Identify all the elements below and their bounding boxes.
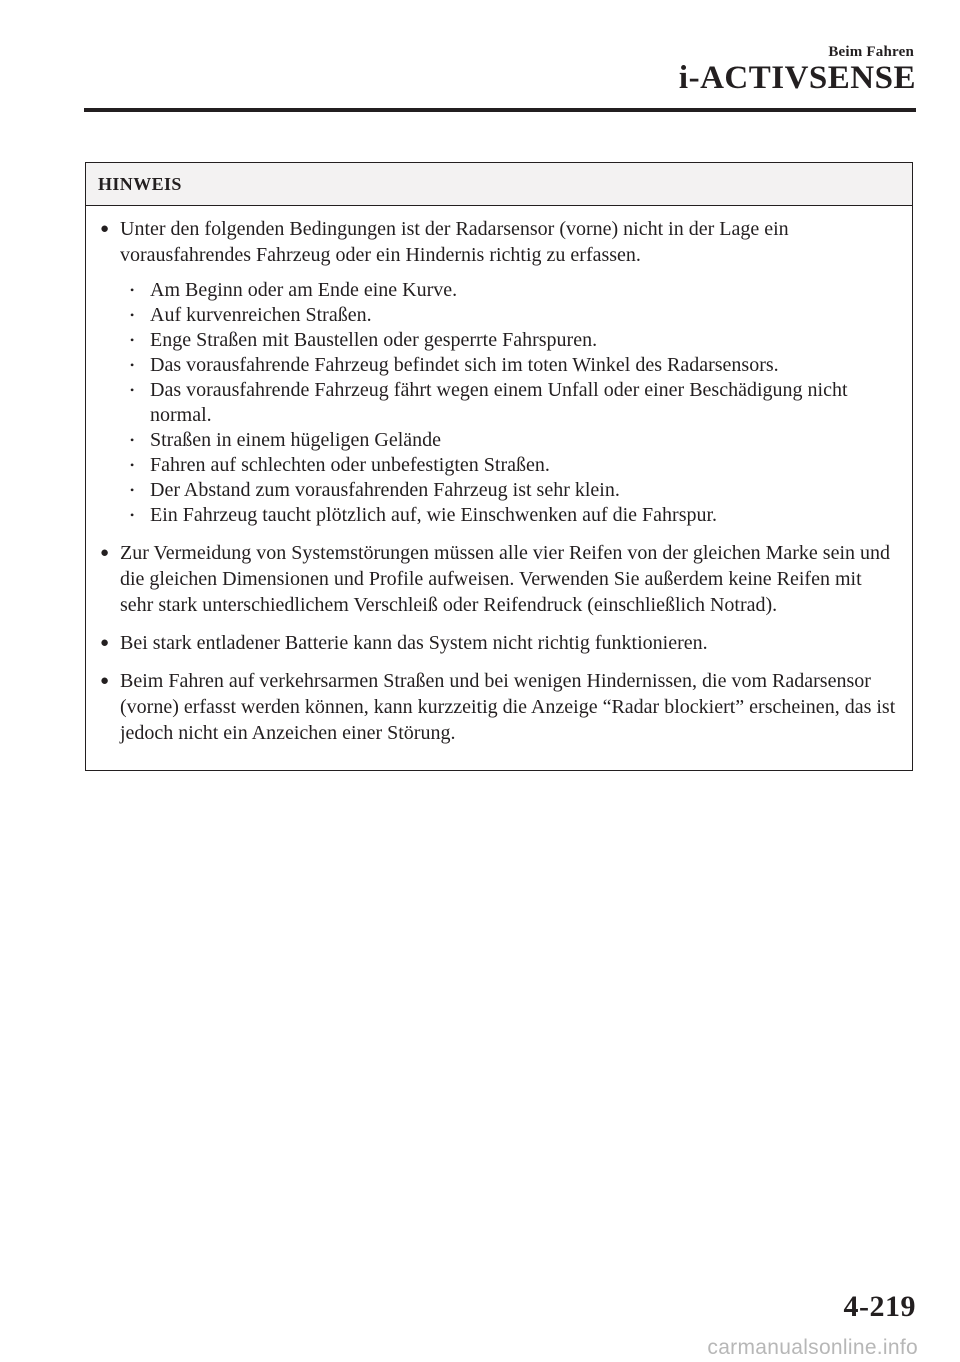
condition-text: Straßen in einem hügeligen Gelände <box>150 429 442 451</box>
condition-item <box>120 303 898 328</box>
note-box <box>85 162 913 771</box>
condition-list <box>120 278 898 528</box>
condition-text: Das vorausfahrende Fahrzeug befindet sich im toten Winkel des Radarsensors. <box>150 354 779 376</box>
bullet-icon: ● <box>100 673 110 689</box>
sub-bullet-icon: • <box>130 508 135 522</box>
sub-bullet-icon: • <box>130 433 135 447</box>
section-label: Beim Fahren <box>828 44 914 60</box>
note-item <box>98 630 898 656</box>
bullet-icon: ● <box>100 545 110 561</box>
sub-bullet-icon: • <box>130 383 135 397</box>
condition-text: Das vorausfahrende Fahrzeug fährt wegen einem Unfall oder einer Beschädigung nicht normal. <box>150 379 848 426</box>
note-item-text: Unter den folgenden Bedingungen ist der Radarsensor (vorne) nicht in der Lage ein vorausfahrendes Fahrzeug oder ein Hindernis richtig zu erfassen. <box>120 218 789 266</box>
condition-item <box>120 478 898 503</box>
bullet-icon: ● <box>100 635 110 651</box>
condition-text: Enge Straßen mit Baustellen oder gesperrte Fahrspuren. <box>150 329 598 351</box>
condition-item <box>120 353 898 378</box>
note-item <box>98 216 898 528</box>
sub-bullet-icon: • <box>130 358 135 372</box>
header-divider <box>84 108 916 112</box>
watermark: carmanualsonline.info <box>707 1336 918 1359</box>
sub-bullet-icon: • <box>130 283 135 297</box>
condition-text: Auf kurvenreichen Straßen. <box>150 304 372 326</box>
condition-item <box>120 453 898 478</box>
condition-item <box>120 503 898 528</box>
note-item-text: Zur Vermeidung von Systemstörungen müssen alle vier Reifen von der gleichen Marke sein und die gleichen Dimensionen und Profile aufweisen. Verwenden Sie außerdem keine Reifen mit sehr stark unterschiedlichem Verschleiß oder Reifendruck (einschließlich Notrad). <box>120 542 891 616</box>
sub-bullet-icon: • <box>130 308 135 322</box>
note-body <box>86 206 912 746</box>
page-number: 4-219 <box>843 1290 916 1323</box>
condition-text: Der Abstand zum vorausfahrenden Fahrzeug ist sehr klein. <box>150 479 620 501</box>
condition-text: Fahren auf schlechten oder unbefestigten Straßen. <box>150 454 550 476</box>
condition-text: Am Beginn oder am Ende eine Kurve. <box>150 279 458 301</box>
condition-item <box>120 428 898 453</box>
condition-text: Ein Fahrzeug taucht plötzlich auf, wie Einschwenken auf die Fahrspur. <box>150 504 718 526</box>
condition-item <box>120 378 898 428</box>
note-item-text: Beim Fahren auf verkehrsarmen Straßen und bei wenigen Hindernissen, die vom Radarsensor (vorne) erfasst werden können, kann kurzzeitig die Anzeige “Radar blockiert” erscheinen, das ist jedoch nicht ein Anzeichen einer Störung. <box>120 670 896 744</box>
note-item <box>98 668 898 746</box>
sub-bullet-icon: • <box>130 333 135 347</box>
condition-item <box>120 328 898 353</box>
chapter-title: i-ACTIVSENSE <box>678 60 916 96</box>
note-item <box>98 540 898 618</box>
note-heading: HINWEIS <box>86 163 912 206</box>
sub-bullet-icon: • <box>130 458 135 472</box>
condition-item <box>120 278 898 303</box>
sub-bullet-icon: • <box>130 483 135 497</box>
bullet-icon: ● <box>100 221 110 237</box>
note-item-text: Bei stark entladener Batterie kann das System nicht richtig funktionieren. <box>120 632 708 654</box>
